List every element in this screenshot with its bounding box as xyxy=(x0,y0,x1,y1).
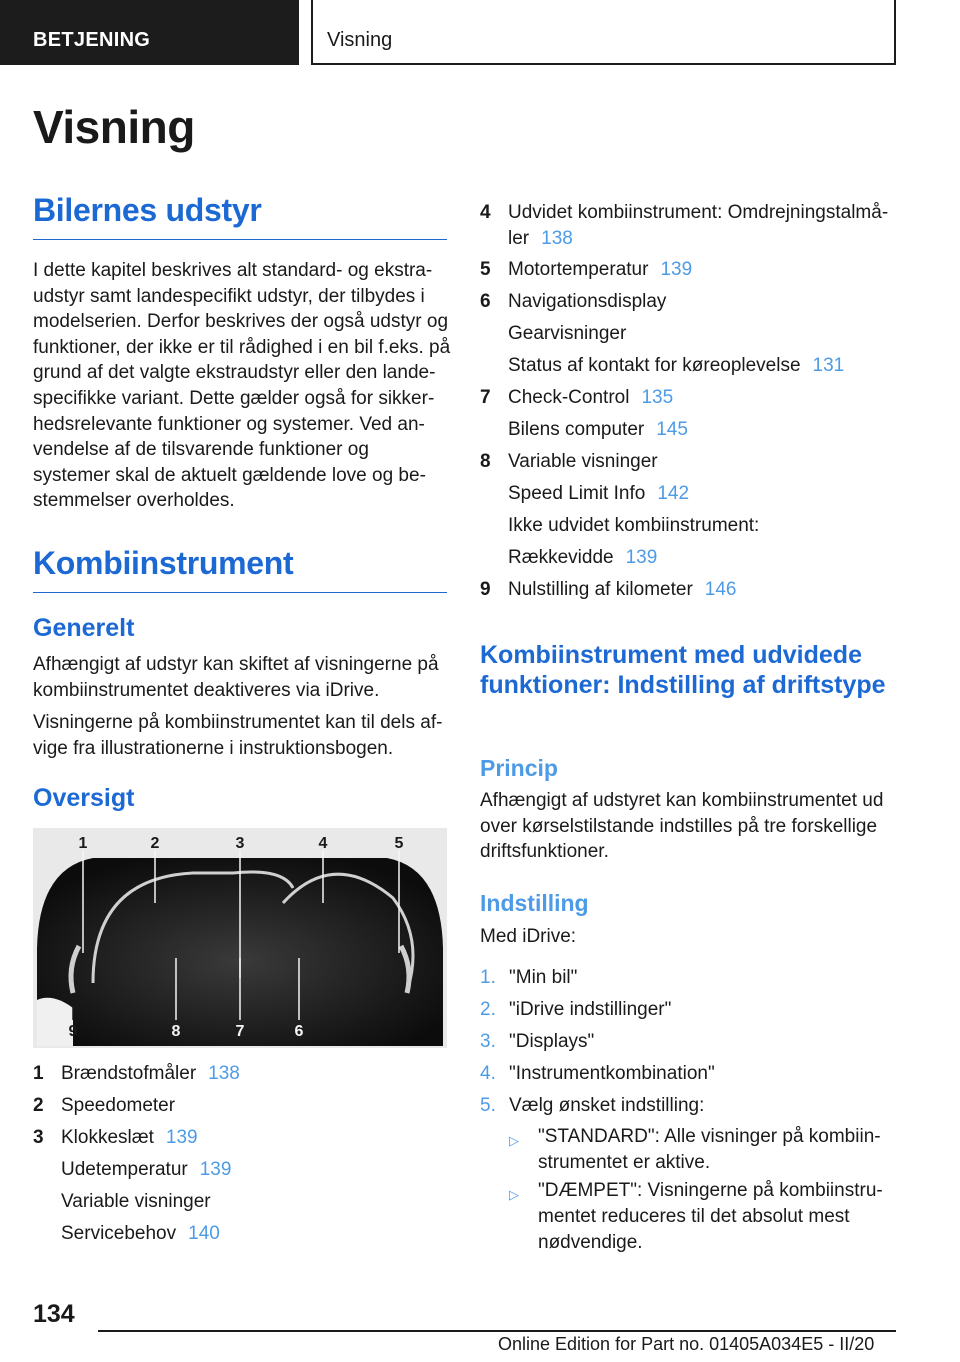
page-ref-link[interactable]: 139 xyxy=(199,1159,232,1180)
heading-cluster: Kombiinstrument xyxy=(33,545,447,593)
general-paragraph-2: Visningerne på kombiinstrumentet kan til dels afvige fra illustrationerne i instruktionsbogen. xyxy=(33,712,443,759)
page-ref-link[interactable]: 139 xyxy=(660,259,693,280)
list-item xyxy=(480,542,900,574)
substep-text: "DÆMPET": Visningerne på kombiinstrumentet reduceres til det absolut mest nødvendige. xyxy=(538,1180,883,1253)
page-ref-link[interactable]: 146 xyxy=(704,579,737,600)
page-ref-link[interactable]: 140 xyxy=(188,1223,220,1244)
item-text: Check-Control xyxy=(508,387,630,408)
item-number: 7 xyxy=(480,387,491,408)
overview-list-left xyxy=(33,1058,453,1250)
figure-label-3: 3 xyxy=(235,835,245,852)
principle-paragraph: Afhængigt af udstyret kan kombiinstrumentet ud over kørselstilstande indstilles på tre forskellige driftsfunktioner. xyxy=(480,790,884,863)
item-number: 3 xyxy=(33,1127,44,1148)
list-item xyxy=(480,254,900,286)
heading-general: Generelt xyxy=(33,614,135,642)
page-ref-link[interactable]: 135 xyxy=(641,387,674,408)
page-ref-link[interactable]: 139 xyxy=(165,1127,198,1148)
item-text: Nulstilling af kilometer xyxy=(508,579,693,600)
triangle-bullet-icon: ▷ xyxy=(509,1187,519,1202)
list-item xyxy=(33,1090,453,1122)
figure-label-4: 4 xyxy=(318,835,328,852)
list-item xyxy=(480,574,900,606)
item-text: Bilens computer xyxy=(508,419,645,440)
page-ref-link[interactable]: 145 xyxy=(656,419,688,440)
page-ref-link[interactable]: 139 xyxy=(625,547,658,568)
item-number: 1 xyxy=(33,1063,44,1084)
item-number: 2 xyxy=(33,1095,44,1116)
item-text: Variable visninger xyxy=(61,1191,211,1212)
figure-label-6: 6 xyxy=(294,1023,304,1040)
item-text: Udvidet kombiinstrument: Omdrejningstalmåler xyxy=(508,202,889,249)
figure-label-2: 2 xyxy=(150,835,160,852)
item-text: Brændstofmåler xyxy=(61,1063,197,1084)
list-item xyxy=(480,446,900,478)
item-text: Speedometer xyxy=(61,1095,176,1116)
page-title: Visning xyxy=(33,101,195,153)
list-item xyxy=(480,414,900,446)
list-item xyxy=(480,350,900,382)
item-text: Variable visninger xyxy=(508,451,658,472)
list-item xyxy=(480,382,900,414)
figure-label-5: 5 xyxy=(394,835,404,852)
list-item xyxy=(33,1122,453,1154)
item-number: 8 xyxy=(480,451,491,472)
item-text: Status af kontakt for køreoplevelse xyxy=(508,355,801,376)
item-text: Klokkeslæt xyxy=(61,1127,154,1148)
list-item xyxy=(480,510,900,542)
page-ref-link[interactable]: 138 xyxy=(541,228,573,249)
figure-label-7: 7 xyxy=(235,1023,245,1040)
list-item xyxy=(480,318,900,350)
figure-label-9: 9 xyxy=(68,1023,78,1040)
item-text: Motortemperatur xyxy=(508,259,649,280)
item-text: Navigationsdisplay xyxy=(508,291,667,312)
setting-intro: Med iDrive: xyxy=(480,926,577,947)
page-ref-link[interactable]: 142 xyxy=(657,483,690,504)
page-ref-link[interactable]: 138 xyxy=(208,1063,240,1084)
item-number: 6 xyxy=(480,291,491,312)
instrument-cluster-illustration xyxy=(33,828,447,1048)
footer-divider xyxy=(98,1330,896,1332)
item-text: Udetemperatur xyxy=(61,1159,188,1180)
figure-label-1: 1 xyxy=(78,835,88,852)
step-number: 3. xyxy=(480,1031,496,1052)
page-number: 134 xyxy=(33,1300,75,1328)
general-paragraph-1: Afhængigt af udstyr kan skiftet af visningerne på kombiinstrumentet deaktiveres via iDrive. xyxy=(33,654,439,701)
item-text: Servicebehov xyxy=(61,1223,177,1244)
step-number: 1. xyxy=(480,967,496,988)
item-number: 5 xyxy=(480,259,491,280)
overview-list-right xyxy=(480,198,900,606)
step-text: "Min bil" xyxy=(509,967,578,988)
list-item xyxy=(33,1186,453,1218)
heading-equipment: Bilernes udstyr xyxy=(33,192,447,240)
step-text: "Instrumentkombination" xyxy=(509,1063,715,1084)
instrument-cluster-figure xyxy=(33,828,447,1048)
list-item xyxy=(33,1058,453,1090)
list-item xyxy=(480,286,900,318)
step-number: 2. xyxy=(480,999,496,1020)
edition-footer: Online Edition for Part no. 01405A034E5 - II/20 xyxy=(498,1334,875,1354)
step-number: 5. xyxy=(480,1095,496,1116)
heading-overview: Oversigt xyxy=(33,784,135,812)
triangle-bullet-icon: ▷ xyxy=(509,1133,519,1148)
step-text: "Displays" xyxy=(509,1031,595,1052)
section-label: BETJENING xyxy=(33,29,151,51)
step-number: 4. xyxy=(480,1063,496,1084)
equipment-paragraph: I dette kapitel beskrives alt standard- og ekstraudstyr samt landespecifikt udstyr, der tilbydes i modelserien. Derfor beskrives der også udstyr og funktioner, der ikke er til rådighed i en bil f.eks. på grund af det valgte ekstraudstyr eller den landespecifikke variant. Dette gælder også for sikkerhedsrelevante funktioner og systemer. Ved anvendelse af de tilsvarende funktioner og systemer skal de aktuelt gældende love og bestemmelser overholdes. xyxy=(33,260,451,512)
chapter-label: Visning xyxy=(327,29,393,51)
list-item: 4 Udvidet kombiinstrument: Omdrejningstalmåler 138 xyxy=(480,202,889,249)
list-item xyxy=(33,1218,453,1250)
item-text: Speed Limit Info xyxy=(508,483,646,504)
step-text: Vælg ønsket indstilling: xyxy=(509,1095,705,1116)
page-ref-link[interactable]: 131 xyxy=(812,355,845,376)
item-number: 9 xyxy=(480,579,491,600)
item-text: Rækkevidde xyxy=(508,547,614,568)
heading-extended-functions: Kombiinstrument med udvidede funktioner: Indstilling af driftstype xyxy=(480,641,886,699)
chapter-tab xyxy=(311,0,896,65)
item-text: Ikke udvidet kombiinstrument: xyxy=(508,515,760,536)
item-text: Gearvisninger xyxy=(508,323,627,344)
section-tab xyxy=(0,0,299,65)
heading-setting: Indstilling xyxy=(480,890,589,916)
list-item xyxy=(480,478,900,510)
heading-principle: Princip xyxy=(480,755,558,781)
step-text: "iDrive indstillinger" xyxy=(509,999,672,1020)
list-item xyxy=(33,1154,453,1186)
substep-text: "STANDARD": Alle visninger på kombiinstrumentet er aktive. xyxy=(538,1126,881,1173)
figure-label-8: 8 xyxy=(171,1023,181,1040)
